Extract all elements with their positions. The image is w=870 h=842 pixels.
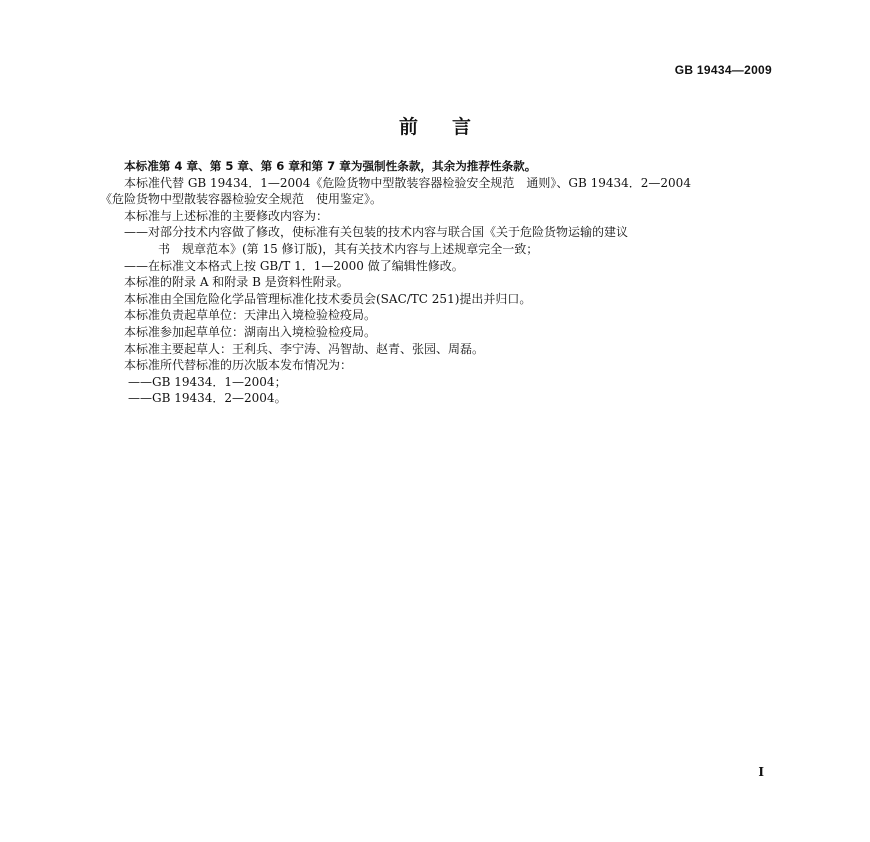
page-number: I: [758, 765, 764, 779]
paragraph-replaces-line2: 《危险货物中型散装容器检验安全规范 使用鉴定》。: [100, 192, 383, 207]
paragraph-changes-intro: 本标准与上述标准的主要修改内容为：: [124, 208, 329, 223]
paragraph-appendices: 本标准的附录 A 和附录 B 是资料性附录。: [124, 275, 349, 290]
list-item-history-1: ——GB 19434．1—2004；: [128, 374, 287, 389]
page-title: 前言: [398, 116, 505, 138]
paragraph-mandatory-clauses: 本标准第 4 章、第 5 章、第 6 章和第 7 章为强制性条款，其余为推荐性条款。: [124, 159, 537, 173]
paragraph-drafters: 本标准主要起草人：王利兵、李宁涛、冯智劼、赵青、张园、周磊。: [124, 341, 485, 356]
foreword-body: [100, 158, 778, 407]
paragraph-proposer: 本标准由全国危险化学品管理标准化技术委员会(SAC/TC 251)提出并归口。: [124, 291, 532, 306]
paragraph-participating-drafter: 本标准参加起草单位：湖南出入境检验检疫局。: [124, 324, 377, 339]
list-item-change-1-line2: 书 规章范本》(第 15 修订版)，其有关技术内容与上述规章完全一致；: [158, 241, 539, 256]
list-item-change-2: ——在标准文本格式上按 GB/T 1．1—2000 做了编辑性修改。: [124, 258, 464, 273]
list-item-history-2: ——GB 19434．2—2004。: [128, 391, 287, 406]
paragraph-history-intro: 本标准所代替标准的历次版本发布情况为：: [124, 358, 353, 373]
paragraph-replaces-line1: 本标准代替 GB 19434．1—2004《危险货物中型散装容器检验安全规范 通则》、GB 19434．2—2004: [124, 175, 691, 190]
standard-code: GB 19434—2009: [674, 63, 772, 77]
paragraph-lead-drafter: 本标准负责起草单位：天津出入境检验检疫局。: [124, 308, 377, 323]
list-item-change-1-line1: ——对部分技术内容做了修改，使标准有关包装的技术内容与联合国《关于危险货物运输的建议: [124, 225, 629, 240]
